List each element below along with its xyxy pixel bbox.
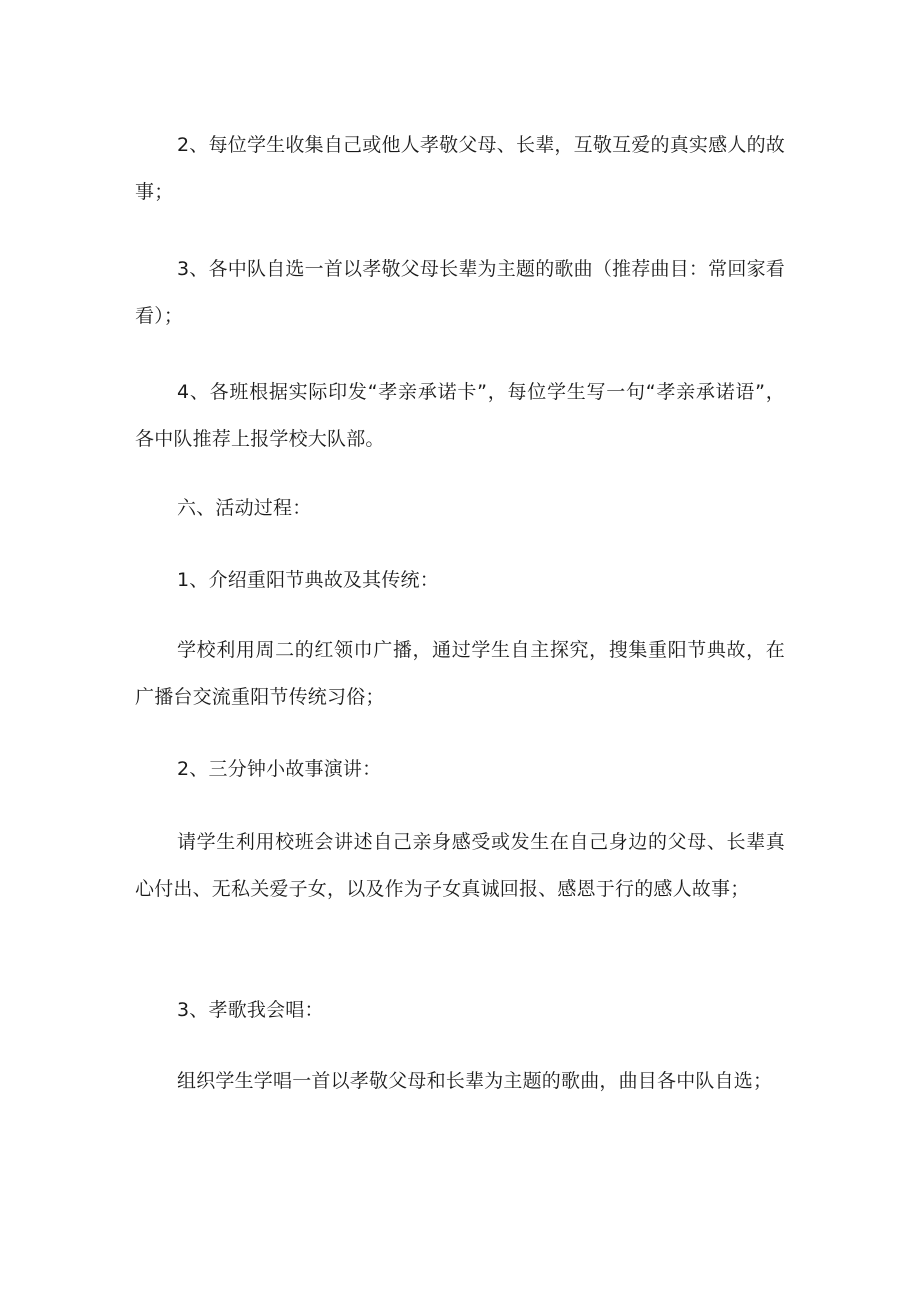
section-heading-activity-process: 六、活动过程：	[177, 497, 312, 519]
paragraph-process-item-1-body: 学校利用周二的红领巾广播，通过学生自主探究，搜集重阳节典故，在广播台交流重阳节传统习俗；	[135, 639, 785, 708]
paragraph-preparation-item-3: 3、各中队自选一首以孝敬父母长辈为主题的歌曲（推荐曲目：常回家看看）；	[135, 258, 785, 327]
paragraph-process-item-2-body: 请学生利用校班会讲述自己亲身感受或发生在自己身边的父母、长辈真心付出、无私关爱子女，以及作为子女真诚回报、感恩于行的感人故事；	[135, 831, 785, 900]
subheading-process-item-1: 1、介绍重阳节典故及其传统：	[177, 569, 439, 591]
paragraph-process-item-3-body: 组织学生学唱一首以孝敬父母和长辈为主题的歌曲，曲目各中队自选；	[177, 1070, 773, 1092]
paragraph-preparation-item-4: 4、各班根据实际印发“孝亲承诺卡”，每位学生写一句“孝亲承诺语”，各中队推荐上报学校大队部。	[135, 381, 785, 450]
subheading-process-item-3: 3、孝歌我会唱：	[177, 999, 324, 1021]
subheading-process-item-2: 2、三分钟小故事演讲：	[177, 758, 382, 780]
paragraph-preparation-item-2: 2、每位学生收集自己或他人孝敬父母、长辈，互敬互爱的真实感人的故事；	[135, 134, 785, 203]
